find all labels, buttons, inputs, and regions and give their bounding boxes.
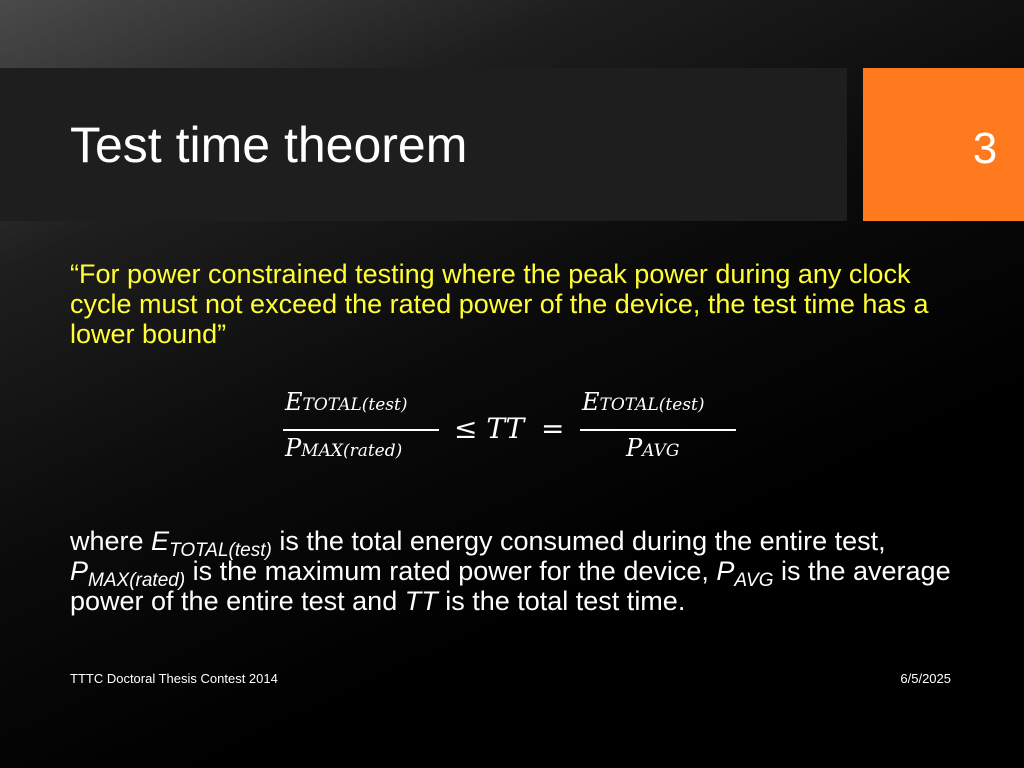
- formula-explanation: where $E_{TOTAL(test)}$ is the total energy consumed during the entire test, $P_{MAX(rated)}$ is the maximum rated power for the device, $P_{AVG}$ is the average power of the entire test and TT is the total test time.: [70, 526, 951, 616]
- slide-number: 3: [972, 124, 998, 173]
- pmax-symbol: P: [70, 556, 89, 586]
- pavg-symbol: P: [716, 556, 735, 586]
- slide-title: Test time theorem: [70, 117, 468, 173]
- left-fraction-bar: [283, 429, 439, 431]
- right-denominator: PAVG: [626, 434, 680, 462]
- theorem-quote: “For power constrained testing where the peak power during any clock cycle must not exceed the rated power of the device, the test time has a lower bound”: [70, 259, 929, 349]
- tt-symbol: TT: [404, 586, 438, 616]
- footer-contest-label: TTTC Doctoral Thesis Contest 2014: [70, 671, 278, 686]
- test-time-formula: [0, 388, 1024, 478]
- equals-sign: =: [541, 412, 565, 445]
- energy-symbol: E: [151, 526, 170, 556]
- left-numerator: ETOTAL(test): [285, 388, 408, 416]
- footer-date: 6/5/2025: [900, 671, 951, 686]
- relation-leq-tt: ≤ TT: [454, 412, 525, 445]
- right-numerator: ETOTAL(test): [582, 388, 705, 416]
- left-denominator: PMAX(rated): [285, 434, 403, 462]
- right-fraction-bar: [580, 429, 736, 431]
